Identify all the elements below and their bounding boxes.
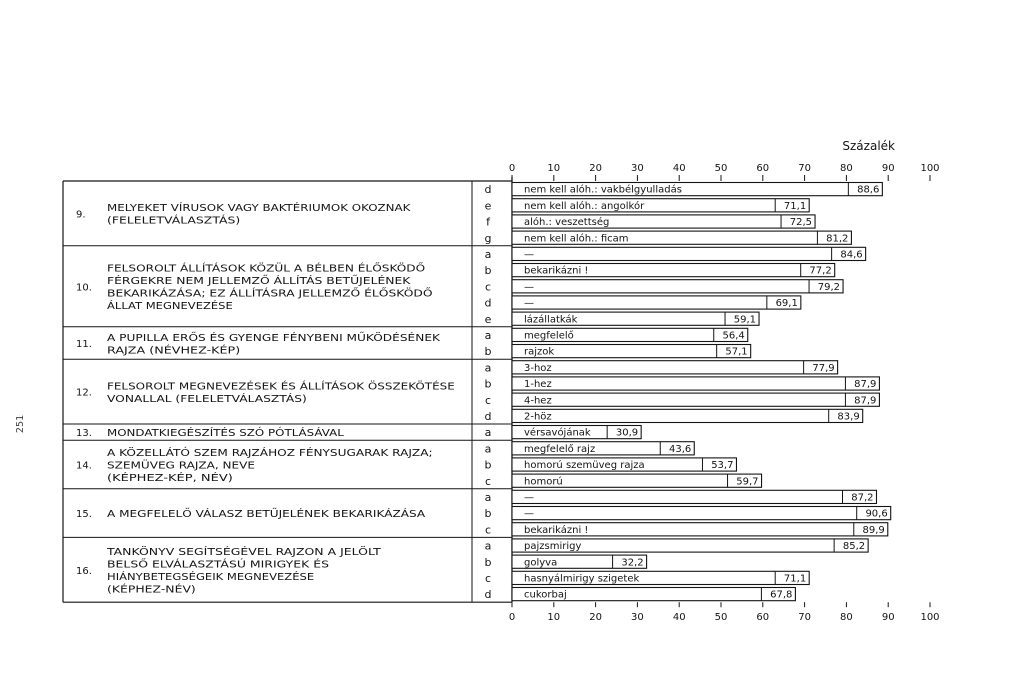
question-text-line: RAJZA (NÉVHEZ-KÉP) (107, 345, 212, 357)
question-text-line: BEKARIKÁZÁSA; EZ ÁLLÍTÁSRA JELLEMZŐ ÉLŐSKÖDŐ (107, 288, 372, 300)
bar-answer-label: golyva (524, 557, 558, 569)
bar (512, 409, 863, 422)
question-text-line: FELSOROLT MEGNEVEZÉSEK ÉS ÁLLÍTÁSOK ÖSSZEKÖTÉSE (107, 381, 399, 393)
chart-title: Százalék (842, 139, 895, 153)
bar-answer-label: homorú szemüveg rajza (524, 460, 645, 472)
option-letter: a (484, 426, 492, 440)
bar (512, 280, 843, 293)
bar-value-label: 77,2 (809, 265, 832, 277)
bar-value-label: 89,9 (862, 524, 885, 536)
question-text-line: VONALLAL (FELELETVÁLASZTÁS) (107, 393, 270, 405)
x-tick-label-bottom: 90 (881, 612, 895, 624)
question-text-line: SZEMÜVEG RAJZA, NEVE (107, 460, 230, 472)
x-tick-label-top: 50 (714, 163, 728, 174)
bar-answer-label: — (524, 508, 534, 520)
bar-value-label: 87,2 (851, 492, 874, 504)
option-letter: b (484, 377, 492, 391)
bar (512, 296, 801, 309)
option-letter: b (484, 458, 492, 472)
bar (512, 361, 838, 374)
x-tick-label-top: 30 (631, 163, 644, 174)
bar-value-label: 77,9 (812, 362, 835, 374)
option-letter: d (484, 410, 492, 423)
option-letter: a (484, 539, 492, 553)
bar-answer-label: — (524, 298, 534, 310)
question-text-line: (KÉPHEZ-NÉV) (107, 584, 179, 596)
question-text-line: FELSOROLT ÁLLÍTÁSOK KÖZÜL A BÉLBEN ÉLŐSKÖDŐ (107, 263, 370, 275)
question-text-line: MONDATKIEGÉSZÍTÉS SZÓ PÓTLÁSÁVAL (107, 428, 307, 440)
option-letter: c (484, 572, 492, 585)
bar-answer-label: pajzsmirigy (524, 541, 582, 553)
bar-value-label: 83,9 (837, 411, 860, 423)
x-tick-label-top: 20 (589, 163, 602, 174)
bar-answer-label: megfelelő rajz (524, 443, 596, 455)
bar-answer-label: — (524, 281, 534, 293)
option-letter: d (484, 183, 492, 197)
option-letter: d (484, 296, 492, 310)
bar-answer-label: hasnyálmirigy szigetek (524, 573, 640, 585)
x-tick-label-top: 100 (920, 163, 940, 174)
bar-answer-label: 1-hez (524, 379, 552, 391)
option-letter: a (484, 248, 492, 261)
option-letter: a (484, 329, 492, 342)
bar-answer-label: nem kell alóh.: vakbélgyulladás (524, 184, 682, 196)
bar-answer-label: megfelelő (524, 330, 574, 342)
bar-value-label: 69,1 (775, 298, 798, 310)
question-number: 10. (76, 282, 92, 294)
bar (512, 490, 876, 503)
bar-value-label: 57,1 (725, 346, 748, 358)
bar-answer-label: vérsavójának (524, 427, 591, 439)
option-letter: c (484, 280, 492, 294)
option-letter: c (484, 474, 492, 488)
bar-value-label: 90,6 (865, 508, 888, 520)
bar-value-label: 59,7 (736, 476, 759, 488)
x-tick-label-top: 70 (798, 163, 811, 174)
question-number: 16. (76, 565, 92, 577)
x-tick-label-top: 10 (547, 163, 561, 174)
option-letter: f (486, 215, 490, 229)
bar-value-label: 79,2 (817, 281, 841, 293)
x-tick-label-bottom: 0 (508, 612, 516, 624)
question-text-line: MELYEKET VÍRUSOK VAGY BAKTÉRIUMOK OKOZNAK (107, 203, 364, 215)
option-letter: a (484, 361, 492, 375)
question-number: 9. (76, 209, 86, 221)
x-tick-label-top: 40 (672, 163, 686, 174)
x-tick-label-bottom: 60 (756, 612, 770, 624)
x-tick-label-bottom: 50 (714, 612, 728, 624)
bar-value-label: 43,6 (668, 443, 692, 455)
bar-answer-label: nem kell alóh.: angolkór (524, 200, 645, 212)
bar-answer-label: 3-hoz (524, 362, 552, 374)
question-text-line: A PUPILLA ERŐS ÉS GYENGE FÉNYBENI MŰKÖDÉSÉNEK (107, 332, 381, 344)
question-text-line: (KÉPHEZ-KÉP, NÉV) (107, 473, 204, 484)
bar-value-label: 88,6 (857, 184, 880, 196)
bar-value-label: 84,6 (840, 249, 863, 261)
bar-answer-label: — (524, 249, 534, 261)
x-tick-label-bottom: 100 (920, 612, 940, 624)
bar-answer-label: bekarikázni ! (524, 265, 589, 277)
x-tick-label-bottom: 20 (589, 612, 602, 624)
x-tick-label-top: 0 (508, 163, 516, 174)
option-letter: g (484, 231, 492, 245)
option-letter: b (484, 345, 492, 359)
x-tick-label-bottom: 10 (547, 612, 561, 624)
bar-value-label: 72,5 (789, 217, 813, 229)
bar-answer-label: cukorbaj (524, 589, 567, 601)
question-text-line: ÁLLAT MEGNEVEZÉSE (107, 301, 217, 313)
bar-value-label: 81,2 (826, 233, 849, 245)
option-letter: d (484, 588, 492, 602)
x-tick-label-bottom: 80 (840, 612, 853, 624)
bar-value-label: 30,9 (615, 427, 639, 439)
option-letter: b (484, 264, 492, 278)
bar-answer-label: bekarikázni ! (524, 524, 589, 536)
bar-value-label: 67,8 (770, 589, 793, 601)
question-number: 14. (76, 460, 92, 472)
page-number: 251 (15, 415, 26, 434)
x-tick-label-top: 80 (840, 163, 853, 174)
bar (512, 377, 879, 390)
bar-value-label: 87,9 (854, 379, 877, 391)
question-number: 15. (76, 509, 92, 521)
option-letter: a (484, 491, 492, 504)
bar-answer-label: alóh.: veszettség (524, 217, 610, 229)
bar-value-label: 71,1 (783, 573, 807, 585)
question-number: 13. (76, 428, 92, 440)
bar-value-label: 87,9 (854, 395, 877, 407)
x-tick-label-bottom: 30 (631, 612, 644, 624)
bar-value-label: 59,1 (733, 314, 757, 326)
bar-answer-label: rajzok (524, 346, 555, 358)
bar-value-label: 85,2 (842, 541, 866, 553)
option-letter: b (484, 555, 492, 569)
bar-value-label: 71,1 (783, 200, 807, 212)
question-text-line: A MEGFELELŐ VÁLASZ BETŰJELÉNEK BEKARIKÁZÁSA (107, 509, 371, 521)
bar (512, 507, 891, 520)
option-letter: b (484, 507, 492, 521)
question-text-line: TANKÖNYV SEGÍTSÉGÉVEL RAJZON A JELÖLT (107, 547, 327, 559)
bar-value-label: 56,4 (722, 330, 745, 342)
x-tick-label-bottom: 40 (672, 612, 686, 624)
bar-answer-label: 2-höz (524, 411, 552, 423)
question-number: 11. (76, 339, 92, 350)
question-text-line: FÉRGEKRE NEM JELLEMZŐ ÁLLÍTÁS BETŰJELÉNEK (107, 276, 353, 288)
bar-value-label: 53,7 (711, 460, 734, 472)
bar-answer-label: — (524, 492, 534, 504)
question-text-line: (FELELETVÁLASZTÁS) (107, 215, 215, 227)
question-text-line: HIÁNYBETEGSÉGEIK MEGNEVEZÉSE (107, 572, 287, 584)
question-text-line: BELSŐ ELVÁLASZTÁSÚ MIRIGYEK ÉS (107, 559, 286, 571)
question-number: 12. (76, 387, 92, 399)
bar-answer-label: nem kell alóh.: ficam (524, 233, 629, 245)
bar-answer-label: lázállatkák (524, 314, 578, 326)
option-letter: c (484, 393, 492, 407)
x-tick-label-top: 90 (881, 163, 895, 174)
bar (512, 247, 866, 260)
bar-answer-label: homorú (524, 476, 563, 488)
x-tick-label-top: 60 (756, 163, 770, 174)
option-letter: e (484, 199, 492, 213)
question-text-line: A KÖZELLÁTÓ SZEM RAJZÁHOZ FÉNYSUGARAK RAJZA; (107, 448, 376, 459)
bar-answer-label: 4-hez (524, 395, 552, 407)
bar (512, 393, 879, 406)
option-letter: a (484, 442, 492, 456)
x-tick-label-bottom: 70 (798, 612, 811, 624)
option-letter: c (484, 523, 492, 537)
bar-value-label: 32,2 (621, 557, 644, 569)
option-letter: e (484, 312, 492, 326)
